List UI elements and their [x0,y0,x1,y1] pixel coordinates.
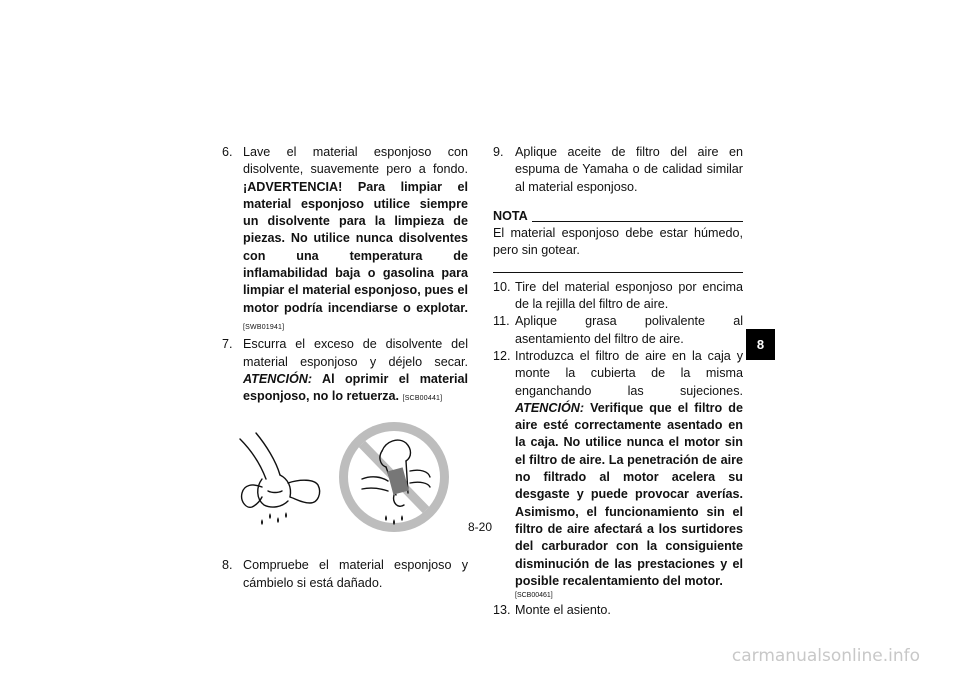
chapter-tab: 8 [746,329,775,360]
warning-text: ¡ADVERTENCIA! Para limpiar el material esponjoso utilice siempre un disolvente para la limpieza de piezas. No utilice nunca disolventes con una temperatura de inflamabilidad baja o gasolina para limpiar el material esponjoso, pues el motor podría incendiarse o explotar. [243,179,468,315]
step-7 [222,336,468,407]
squeeze-illustration [222,421,468,541]
note-rule-bottom [493,272,743,273]
step-number: 9. [493,145,504,159]
reference-code: [SCB00441] [402,395,443,403]
step-text: Escurra el exceso de disolvente del material esponjoso y déjelo secar. [243,337,468,369]
step-number: 7. [222,337,233,352]
step-9 [493,144,743,196]
step-text: Aplique aceite de filtro del aire en espuma de Yamaha o de calidad similar al material esponjoso. [515,145,743,194]
step-text: Introduzca el filtro de aire en la caja y monte la cubierta de la misma enganchando las sujeciones. [515,348,743,398]
step-number: 8. [222,558,233,573]
step-10 [493,279,743,314]
reference-code: [SWB01941] [243,323,285,331]
attention-label: ATENCIÓN: [243,371,313,386]
step-12 [493,348,743,590]
step-8 [222,557,468,592]
note-text: El material esponjoso debe estar húmedo, pero sin gotear. [493,226,743,258]
hand-squeeze-figure [222,421,468,541]
note-header [493,208,743,225]
reference-code: [SCB00461] [515,592,553,600]
step-text: Compruebe el material esponjoso y cámbielo si está dañado. [243,558,468,590]
step-number: 13. [493,603,511,618]
step-13 [493,602,743,619]
step-number: 6. [222,145,233,159]
no-twist-symbol-icon [339,422,449,532]
right-column [493,144,743,619]
step-number: 12. [493,348,511,363]
note-rule-top [532,221,743,222]
attention-text: Verifique que el filtro de aire esté correctamente asentado en la caja. No utilice nunca el motor sin el filtro de aire. La penetración de aire no filtrado al motor acelera su desgaste y puede provocar averías. Asimismo, el funcionamiento sin el filtro de aire afectará a los surtidores del carburador con la consiguiente disminución de las prestaciones y el posible recalentamiento del motor. [515,400,743,588]
step-text: Monte el asiento. [515,603,611,618]
step-text: Aplique grasa polivalente al asentamiento del filtro de aire. [515,314,743,346]
step-text: Tire del material esponjoso por encima de la rejilla del filtro de aire. [515,279,743,312]
watermark: carmanualsonline.info [731,646,920,666]
attention-text: Al oprimir el material esponjoso, no lo retuerza. [243,371,468,404]
note-label: NOTA [493,208,528,223]
step-number: 11. [493,314,510,329]
step-number: 10. [493,279,511,294]
squeezing-hand-icon [240,433,320,507]
step-11 [493,313,743,348]
step-6 [222,144,468,336]
left-column [222,144,468,592]
page-number: 8-20 [467,520,493,534]
attention-label: ATENCIÓN: [515,400,585,415]
step-text: Lave el material esponjoso con disolvente, suavemente pero a fondo. [243,145,468,177]
drip-drops-icon [261,512,287,525]
